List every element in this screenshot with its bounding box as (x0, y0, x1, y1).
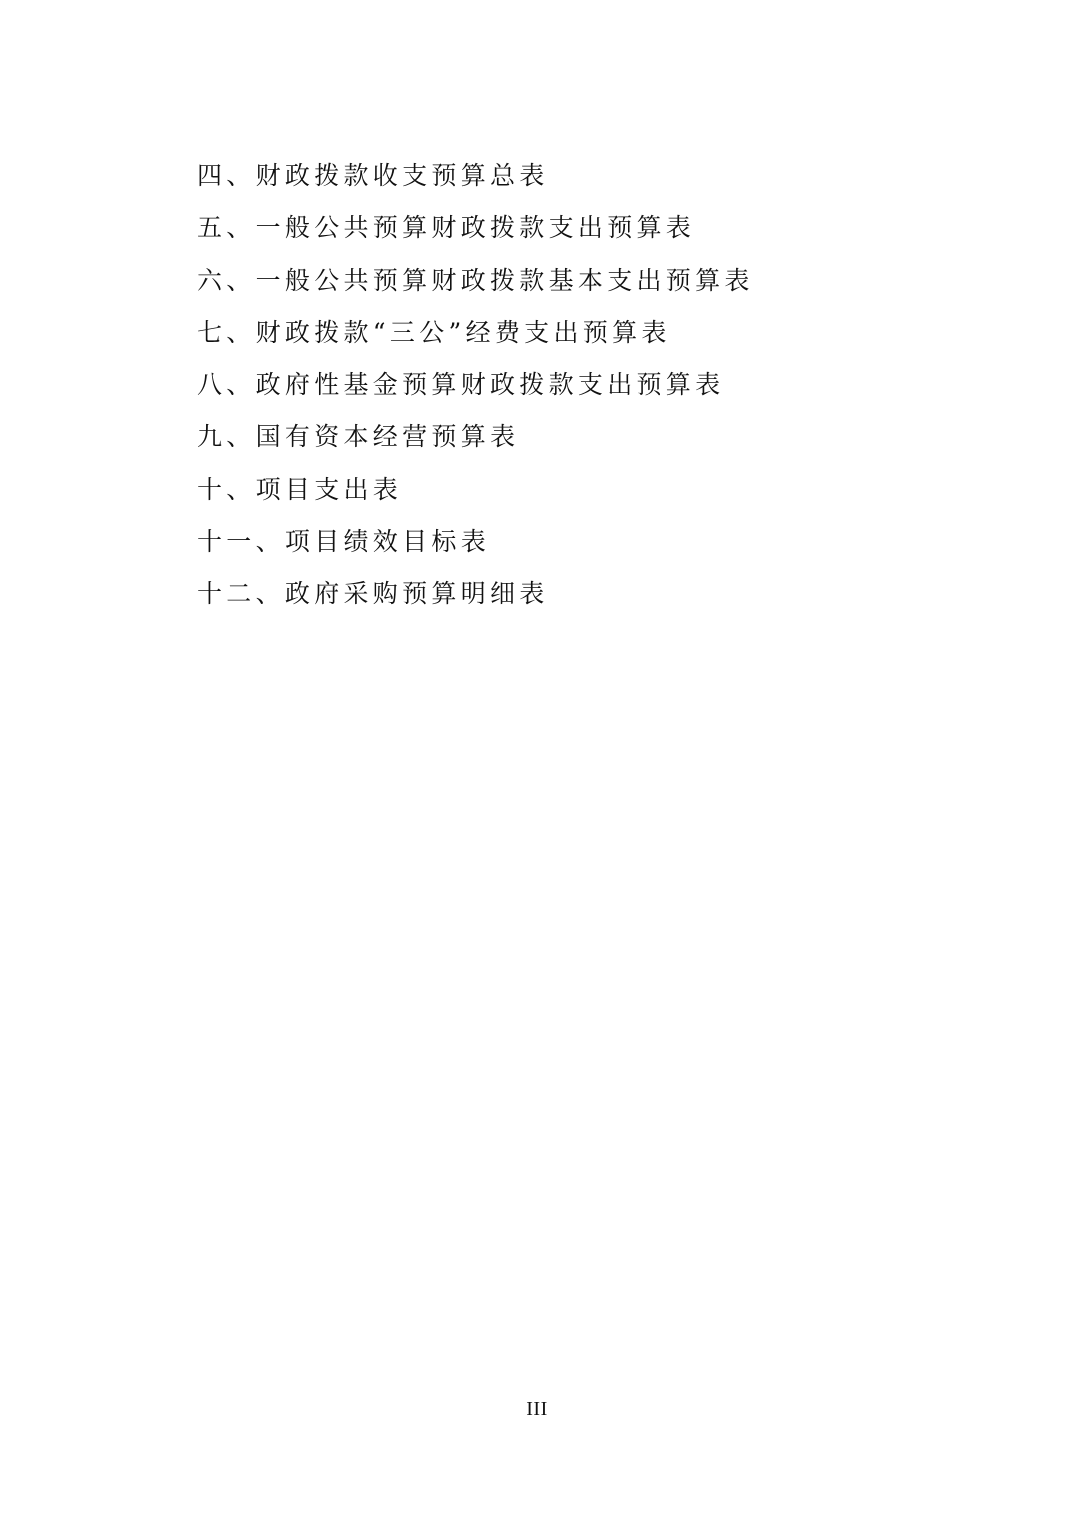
toc-item-title: 政府性基金预算财政拨款支出预算表 (255, 370, 725, 400)
toc-item[interactable] (197, 150, 754, 202)
toc-item-number: 四、 (197, 161, 256, 190)
toc-item[interactable] (197, 307, 754, 359)
toc-item-number: 七、 (197, 317, 256, 347)
table-of-contents (197, 150, 754, 621)
toc-item-number: 十、 (197, 474, 256, 504)
toc-item[interactable] (197, 255, 754, 307)
toc-item-number: 五、 (197, 213, 256, 243)
toc-item[interactable] (197, 464, 754, 516)
toc-item-title: 项目绩效目标表 (284, 527, 491, 557)
toc-item[interactable] (197, 202, 754, 254)
toc-item-title: 财政拨款收支预算总表 (255, 161, 549, 190)
toc-item[interactable] (197, 516, 754, 568)
toc-item[interactable] (197, 411, 754, 463)
page-number: III (526, 1398, 548, 1420)
toc-item-number: 十一、 (197, 527, 285, 557)
toc-item-title: 项目支出表 (255, 474, 403, 504)
toc-item-title: 一般公共预算财政拨款基本支出预算表 (255, 265, 754, 295)
toc-item-title: 政府采购预算明细表 (284, 579, 549, 609)
toc-item-number: 十二、 (197, 579, 285, 609)
toc-item-number: 九、 (197, 422, 256, 452)
toc-item[interactable] (197, 359, 754, 411)
toc-item-title: 国有资本经营预算表 (255, 422, 520, 452)
toc-item-number: 六、 (197, 265, 256, 295)
toc-item-title: 财政拨款“三公”经费支出预算表 (255, 317, 671, 347)
toc-item[interactable] (197, 568, 754, 620)
toc-item-title: 一般公共预算财政拨款支出预算表 (255, 213, 696, 243)
toc-item-number: 八、 (197, 370, 256, 400)
